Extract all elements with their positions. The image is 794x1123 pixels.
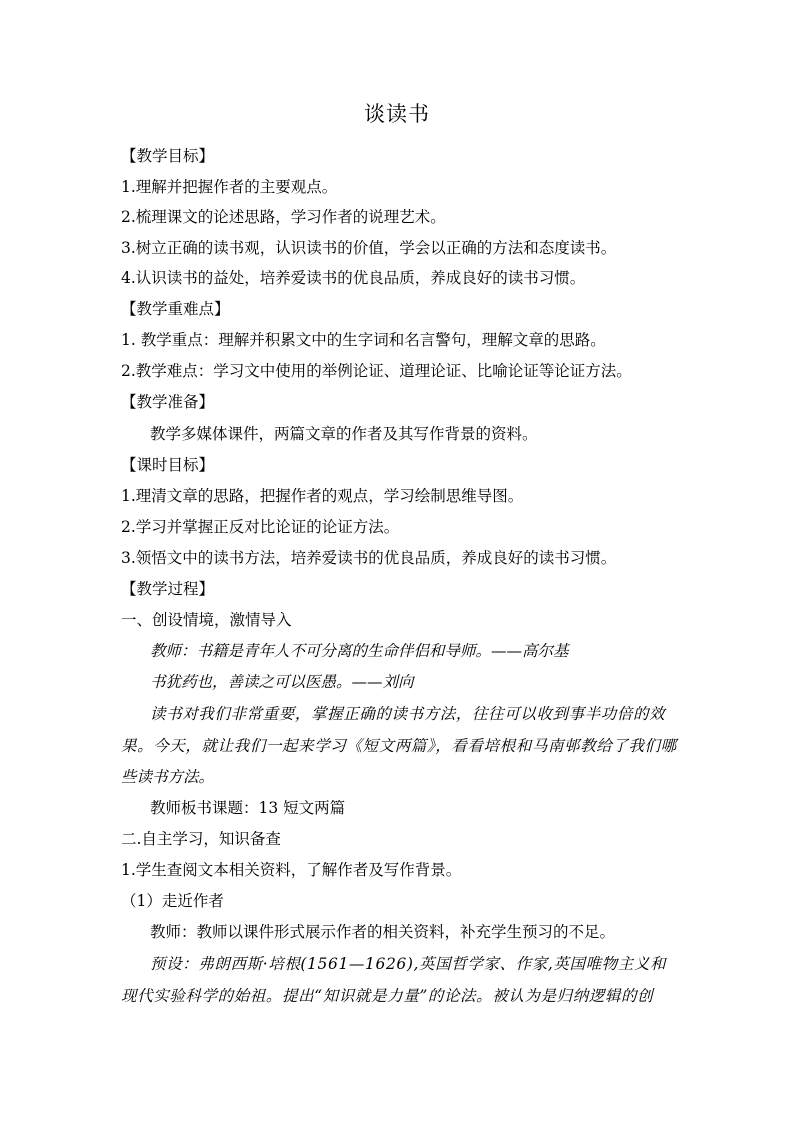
key-point-item: 1. 教学重点：理解并积累文中的生字词和名言警句，理解文章的思路。 bbox=[121, 331, 606, 349]
lesson-objective-item-2: 2.学习并掌握正反对比论证的论证方法。 bbox=[121, 518, 400, 536]
quote-gorky: 教师：书籍是青年人不可分离的生命伴侣和导师。——高尔基 bbox=[150, 642, 569, 660]
quote-liu-xiang: 书犹药也，善读之可以医愚。——刘向 bbox=[150, 673, 414, 691]
section-heading-preparation: 【教学准备】 bbox=[121, 393, 215, 411]
objective-item-1: 1.理解并把握作者的主要观点。 bbox=[121, 178, 338, 196]
objective-item-3: 3.树立正确的读书观，认识读书的价值，学会以正确的方法和态度读书。 bbox=[121, 239, 617, 257]
intro-paragraph-line-1: 读书对我们非常重要，掌握正确的读书方法，往往可以收到事半功倍的效 bbox=[150, 705, 666, 723]
lesson-objective-item-1: 1.理清文章的思路，把握作者的观点，学习绘制思维导图。 bbox=[121, 487, 524, 505]
process-part2-heading: 二.自主学习，知识备查 bbox=[121, 830, 281, 848]
intro-paragraph-line-3: 些读书方法。 bbox=[121, 768, 215, 786]
section-heading-lesson-objectives: 【课时目标】 bbox=[121, 456, 215, 474]
preparation-text: 教学多媒体课件，两篇文章的作者及其写作背景的资料。 bbox=[150, 425, 538, 443]
objective-item-2: 2.梳理课文的论述思路，学习作者的说理艺术。 bbox=[121, 208, 446, 226]
process-part1-heading: 一、创设情境，激情导入 bbox=[121, 611, 292, 629]
page-title: 谈读书 bbox=[364, 102, 430, 126]
board-title: 教师板书课题：13 短文两篇 bbox=[150, 799, 346, 817]
section-heading-key-difficult: 【教学重难点】 bbox=[121, 300, 230, 318]
preset-line-1: 预设：弗朗西斯·培根(1561—1626),英国哲学家、作家,英国唯物主义和 bbox=[150, 955, 667, 973]
preset-line-2: 现代实验科学的始祖。提出“知识就是力量”的论法。被认为是归纳逻辑的创 bbox=[121, 987, 654, 1005]
process-part2-subheading: （1）走近作者 bbox=[121, 892, 224, 910]
objective-item-4: 4.认识读书的益处，培养爱读书的优良品质，养成良好的读书习惯。 bbox=[121, 269, 586, 287]
process-part2-item-1: 1.学生查阅文本相关资料，了解作者及写作背景。 bbox=[121, 861, 462, 879]
section-heading-process: 【教学过程】 bbox=[121, 580, 215, 598]
teacher-note: 教师：教师以课件形式展示作者的相关资料，补充学生预习的不足。 bbox=[150, 923, 616, 941]
difficult-point-item: 2.教学难点：学习文中使用的举例论证、道理论证、比喻论证等论证方法。 bbox=[121, 362, 632, 380]
intro-paragraph-line-2: 果。今天，就让我们一起来学习《短文两篇》，看看培根和马南邨教给了我们哪 bbox=[121, 737, 677, 755]
lesson-objective-item-3: 3.领悟文中的读书方法，培养爱读书的优良品质，养成良好的读书习惯。 bbox=[121, 549, 617, 567]
section-heading-objectives: 【教学目标】 bbox=[121, 147, 215, 165]
